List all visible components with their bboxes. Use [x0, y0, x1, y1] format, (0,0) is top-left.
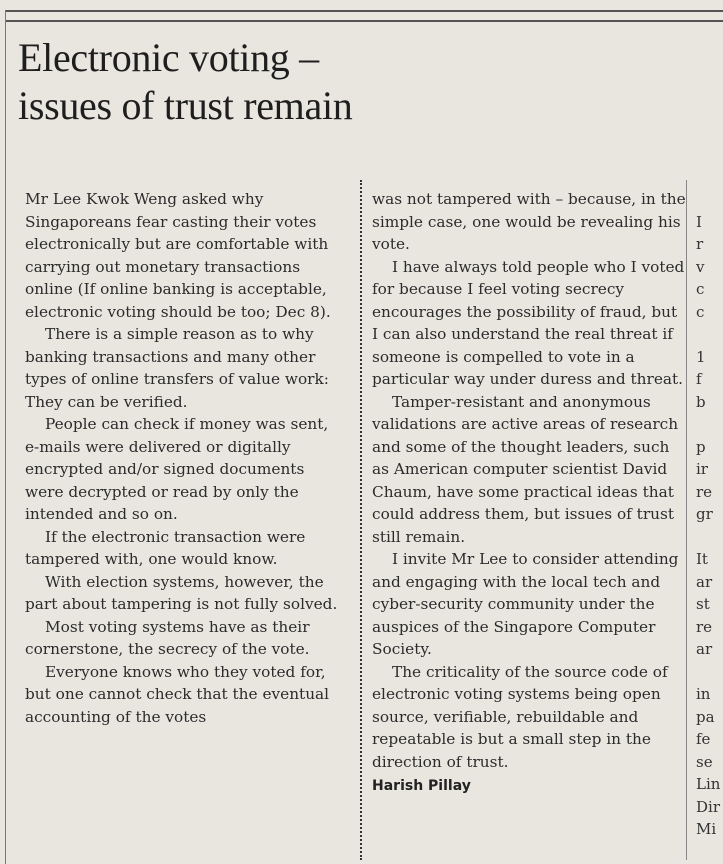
headline-line-2: issues of trust remain: [18, 83, 353, 128]
edge-text-fragment: [696, 323, 723, 346]
edge-text-fragment: ar: [696, 572, 713, 591]
edge-text-fragment: 1: [696, 347, 706, 366]
edge-text-fragment: p: [696, 437, 706, 456]
paragraph: I have always told people who I voted for because I feel voting secrecy encourages the possibility of fraud, but I can also understand the real threat if someone is compelled to vote in a particular way under duress and threat.: [372, 257, 685, 388]
paragraph: There is a simple reason as to why banking transactions and many other types of online transfers of value work: They can be verified.: [25, 325, 329, 411]
adjacent-article-fragment: [696, 188, 723, 841]
edge-text-fragment: Lin: [696, 775, 721, 793]
edge-text-fragment: c: [696, 280, 705, 298]
right-column-divider: [686, 180, 687, 860]
edge-text-fragment: It: [696, 550, 708, 568]
paragraph: If the electronic transaction were tampered with, one would know.: [25, 527, 306, 568]
paragraph: was not tampered with – because, in the simple case, one would be revealing his vote.: [372, 190, 686, 253]
edge-text-fragment: b: [696, 392, 706, 411]
column-divider: [360, 180, 362, 860]
paragraph: I invite Mr Lee to consider attending and engaging with the local tech and cyber-security community under the auspices of the Singapore Computer Society.: [372, 550, 679, 658]
paragraph: Everyone knows who they voted for, but one cannot check that the eventual accounting of the votes: [25, 662, 330, 726]
edge-text-fragment: ar: [696, 640, 713, 658]
edge-text-fragment: c: [696, 302, 705, 321]
article-column-1: [25, 188, 347, 728]
left-rule: [5, 10, 6, 864]
edge-text-fragment: Mi: [696, 820, 717, 838]
paragraph: Mr Lee Kwok Weng asked why Singaporeans fear casting their votes electronically but are comfortable with carrying out monetary transactions online (If online banking is acceptable, electronic voting should be too; Dec 8).: [25, 190, 331, 321]
edge-text-fragment: fe: [696, 730, 711, 748]
paragraph: Tamper-resistant and anonymous validations are active areas of research and some of the thought leaders, such as American computer scientist David Chaum, have some practical ideas that could address them, but issues of trust still remain.: [372, 392, 679, 546]
edge-text-fragment: [696, 526, 723, 549]
paragraph: With election systems, however, the part about tampering is not fully solved.: [25, 572, 338, 613]
edge-text-fragment: v: [696, 257, 705, 276]
author-byline: Harish Pillay: [372, 778, 471, 794]
headline-line-1: Electronic voting –: [18, 35, 319, 80]
article-column-2: [372, 188, 686, 798]
edge-text-fragment: re: [696, 617, 713, 636]
headline: [18, 34, 538, 130]
edge-text-fragment: r: [696, 235, 704, 253]
edge-text-fragment: re: [696, 482, 713, 501]
paragraph: Most voting systems have as their cornerstone, the secrecy of the vote.: [25, 617, 310, 658]
paragraph: People can check if money was sent, e-mails were delivered or digitally encrypted and/or signed documents were decrypted or read by only the intended and so on.: [25, 415, 329, 523]
edge-text-fragment: in: [696, 685, 711, 703]
edge-text-fragment: f: [696, 370, 702, 388]
edge-text-fragment: [696, 188, 723, 211]
edge-text-fragment: [696, 413, 723, 436]
top-rule: [6, 10, 723, 22]
edge-text-fragment: I: [696, 212, 702, 231]
edge-text-fragment: st: [696, 595, 710, 613]
edge-text-fragment: se: [696, 752, 713, 771]
edge-text-fragment: ir: [696, 460, 708, 478]
edge-text-fragment: Dir: [696, 797, 720, 816]
paragraph: The criticality of the source code of electronic voting systems being open source, verifiable, rebuildable and repeatable is but a small step in the direction of trust.: [372, 662, 668, 771]
edge-text-fragment: gr: [696, 505, 713, 523]
edge-text-fragment: pa: [696, 707, 715, 726]
edge-text-fragment: [696, 661, 723, 684]
